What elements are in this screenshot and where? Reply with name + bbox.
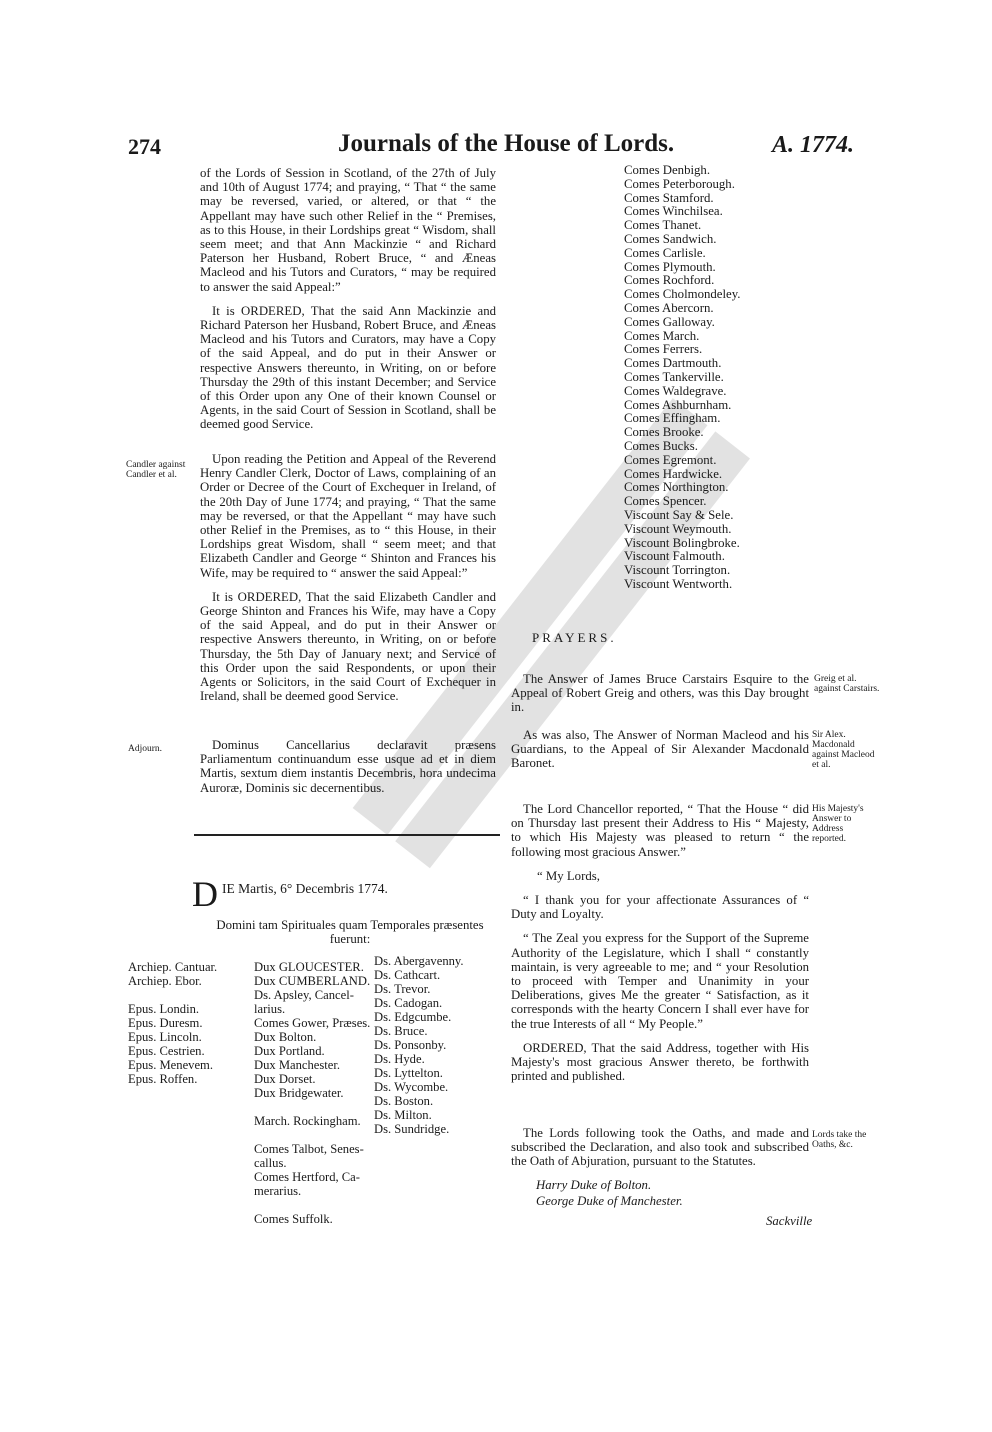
answer-macleod: As was also, The Answer of Norman Macleod and his Guardians, to the Appeal of Sir Alexander Macdonald Baronet. xyxy=(511,728,809,771)
adjournment xyxy=(200,738,496,795)
die-text: IE Martis, 6° Decembris 1774. xyxy=(222,881,388,896)
date-heading xyxy=(192,874,492,914)
domini-line: Domini tam Spirituales quam Temporales præsentes fuerunt: xyxy=(216,918,484,947)
margin-note-greig: Greig et al. against Carstairs. xyxy=(814,674,880,694)
left-column-candler xyxy=(200,452,496,703)
present-col-1: Archiep. Cantuar. Archiep. Ebor. Epus. Londin. Epus. Duresm. Epus. Lincoln. Epus. Cestrien. Epus. Menevem. Epus. Roffen. xyxy=(128,960,218,1086)
ordered-text: ORDERED, That the said Address, together with His Majesty's most gracious Answer thereto, be forthwith printed and published. xyxy=(511,1040,809,1084)
margin-note-macdonald: Sir Alex. Macdonald against Macleod et al. xyxy=(812,730,875,770)
thank-text: “ I thank you for your affectionate Assurances of “ Duty and Loyalty. xyxy=(511,893,809,922)
order-candler: It is ORDERED, That the said Elizabeth Candler and George Shinton and Frances his Wife, may have a Copy of the said Appeal, and do put in their Answer or respective Answers thereunto, in Writing, on or before Thursday, the 5th Day of January next; and Service of this Order upon the said Respondents, or upon their Agents or Solicitors, in the said Court of Exchequer in Ireland, shall be deemed good Service. xyxy=(200,589,496,704)
my-lords: “ My Lords, xyxy=(537,868,600,883)
prayers-heading: PRAYERS. xyxy=(532,630,617,645)
zeal-text: “ The Zeal you express for the Support of the Supreme Authority of the Legislature, which I shall “ constantly maintain, is very agreeable to me; and “ your Resolution to proceed with Temper and Unanimity in your Deliberations, gives Me the greater “ Satisfaction, as it corresponds with the hearty Concern I shall ever have for the true Interests of all “ My People.” xyxy=(511,931,809,1031)
signatory-bolton: Harry Duke of Bolton. xyxy=(536,1178,652,1192)
drop-cap: D xyxy=(192,874,218,914)
present-col-3: Ds. Abergavenny. Ds. Cathcart. Ds. Trevor. Ds. Cadogan. Ds. Edgcumbe. Ds. Bruce. Ds. Ponsonby. Ds. Hyde. Ds. Lyttelton. Ds. Wycombe. Ds. Boston. Ds. Milton. Ds. Sundridge. xyxy=(374,954,464,1136)
margin-note-adjourn: Adjourn. xyxy=(128,744,163,754)
lords-list: Comes Denbigh. Comes Peterborough. Comes Stamford. Comes Winchilsea. Comes Thanet. Comes Sandwich. Comes Carlisle. Comes Plymouth. Comes Rochford. Comes Cholmondeley. Comes Abercorn. Comes Galloway. Comes March. Comes Ferrers. Comes Dartmouth. Comes Tankerville. Comes Waldegrave. Comes Ashburnham. Comes Effingham. Comes Brooke. Comes Bucks. Comes Egremont. Comes Hardwicke. Comes Northington. Comes Spencer. Viscount Say & Sele. Viscount Weymouth. Viscount Bolingbroke. Viscount Falmouth. Viscount Torrington. Viscount Wentworth. xyxy=(624,163,741,591)
margin-note-oaths: Lords take the Oaths, &c. xyxy=(812,1130,867,1150)
running-year: A. 1774. xyxy=(772,132,855,158)
signatory-manchester: George Duke of Manchester. xyxy=(536,1194,683,1208)
catchword: Sackville xyxy=(766,1214,813,1228)
appeal-intro: of the Lords of Session in Scotland, of the 27th of July and 10th of August 1774; and praying, “ That “ the same may be reversed, varied, or altered, or that “ the Appellant may have such other Relief in the “ Premises, as to this House, in their Lordships great “ Wisdom, shall seem meet; and that Ann Mackinzie “ and Richard Paterson her Husband, Robert Bruce, “ and Æneas Macleod and his Tutors and Curators, “ may be required to answer the said Appeal:” xyxy=(200,166,496,294)
left-column-top xyxy=(200,166,496,432)
adjourn-text: Dominus Cancellarius declaravit præsens Parliamentum continuandum esse usque ad et in diem Martis, sextum diem instantis Decembris, hora undecima Auroræ, Dominis sic decernentibus. xyxy=(200,738,496,795)
oaths-text: The Lords following took the Oaths, and made and subscribed the Declaration, and also took and subscribed the Oath of Abjuration, pursuant to the Statutes. xyxy=(511,1126,809,1169)
running-title: Journals of the House of Lords. xyxy=(338,130,675,157)
present-col-2: Dux GLOUCESTER. Dux CUMBERLAND. Ds. Apsley, Cancel- larius. Comes Gower, Præses. Dux Bolton. Dux Portland. Dux Manchester. Dux Dorset. Dux Bridgewater. March. Rockingham. Comes Talbot, Senes- callus. Comes Hertford, Ca- merarius. Comes Suffolk. xyxy=(254,960,371,1226)
chancellor-report: The Lord Chancellor reported, “ That the House “ did on Thursday last present their Address to His “ Majesty, to which His Majesty was pleased to return “ the following most gracious Answer.” “ My Lords, “ I thank you for your affectionate Assurances of “ Duty and Loyalty. “ The Zeal you express for the Support of the Supreme Authority of the Legislature, which I shall “ constantly maintain, is very agreeable to me; and “ your Resolution to proceed with Temper and Unanimity in your Deliberations, gives Me the greater “ Satisfaction, as it corresponds with the hearty Concern I shall ever have for the true Interests of all “ My People.” ORDERED, That the said Address, together with His Majesty's most gracious Answer thereto, be forthwith printed and published. xyxy=(511,802,809,1084)
answer-carstairs: The Answer of James Bruce Carstairs Esquire to the Appeal of Robert Greig and others, was this Day brought in. xyxy=(511,672,809,715)
margin-note-candler: Candler against Candler et al. xyxy=(126,460,186,480)
order-macleod: It is ORDERED, That the said Ann Mackinzie and Richard Paterson her Husband, Robert Bruce, and Æneas Macleod and his Tutors and Curators, may have a Copy of the said Appeal, and do put in their Answer or respective Answers thereunto, in Writing, on or before Thursday the 29th of this instant December; and Service of this Order upon any One of their known Counsel or Agents, in the said Court of Session in Scotland, shall be deemed good Service. xyxy=(200,303,496,432)
section-divider xyxy=(194,834,500,836)
margin-note-majesty: His Majesty's Answer to Address reported. xyxy=(812,804,864,844)
petition-candler: Upon reading the Petition and Appeal of the Reverend Henry Candler Clerk, Doctor of Laws, complaining of an Order or Decree of the Court of Exchequer in Ireland, of the 20th Day of June 1774; and praying, “ That the same may be reversed, or that the Appellant “ may have such other Relief in the Premises, as to “ this House, in their Lordships great Wisdom, shall “ seem meet; and that Elizabeth Candler and George “ Shinton and Frances his Wife, may be required to “ answer the said Appeal:” xyxy=(200,452,496,580)
page-number: 274 xyxy=(128,134,161,159)
